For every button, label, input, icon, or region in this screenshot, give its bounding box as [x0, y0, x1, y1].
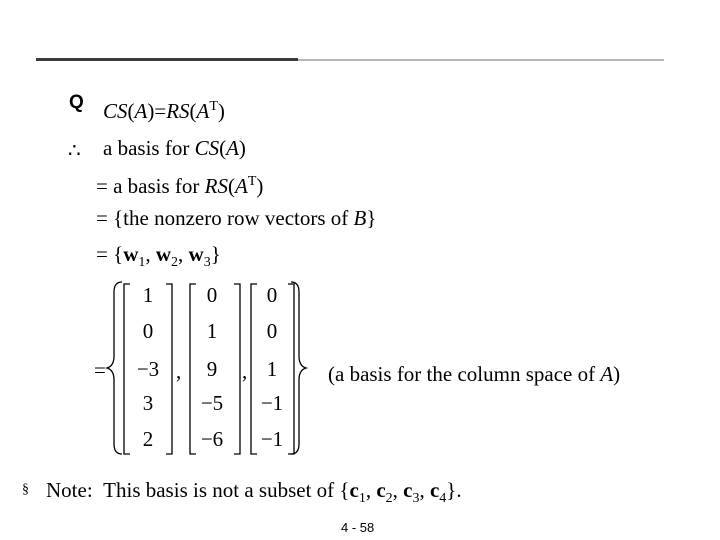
bullet-icon: § [22, 482, 29, 497]
note-line: Note: This basis is not a subset of {$c_1$, $c_2$, $c_3$, $c_4$}. [46, 478, 462, 507]
matrix-cell: −5 [200, 391, 224, 415]
line-nonzero-rows: = {the nonzero row vectors of B} [96, 206, 377, 230]
line-basis-cs: a basis for CS(A) [103, 136, 246, 160]
matrix-equals: = [94, 358, 106, 382]
comma-1: , [176, 359, 182, 383]
comma-2: , [242, 359, 248, 383]
outer-right-brace [291, 282, 306, 454]
matrix-cell: 0 [142, 319, 154, 343]
vector3-left-bracket [251, 284, 257, 454]
matrix-cell: 2 [142, 427, 154, 451]
matrix-cell: 1 [206, 319, 218, 343]
column-space-caption: (a basis for the column space of A) [328, 362, 621, 386]
page-number: 4 - 58 [341, 520, 375, 535]
matrix-cell: 9 [206, 357, 218, 381]
vector2-right-bracket [234, 284, 240, 454]
matrix-cell: 1 [266, 357, 278, 381]
line-w-vectors: = {$w_1$, $w_2$, $w_3$} [96, 242, 221, 271]
vector3-right-bracket [288, 284, 294, 454]
vector1-right-bracket [166, 284, 172, 454]
matrix-cell: 0 [206, 283, 218, 307]
question-icon: Q [69, 92, 84, 113]
matrix-cell: −3 [136, 357, 160, 381]
matrix-cell: 1 [142, 283, 154, 307]
note-label: Note: [46, 478, 93, 502]
matrix-cell: −6 [200, 427, 224, 451]
matrix-cell: 0 [266, 319, 278, 343]
outer-left-brace [107, 282, 122, 454]
vector1-left-bracket [124, 284, 130, 454]
therefore-icon: ∴ [68, 140, 81, 162]
matrix-cell: −1 [260, 391, 284, 415]
vector2-left-bracket [190, 284, 196, 454]
matrix-cell: −1 [260, 427, 284, 451]
matrix-cell: 0 [266, 283, 278, 307]
line-basis-rs: = a basis for $RS(A^T)$ [96, 174, 264, 198]
matrix-cell: 3 [142, 391, 154, 415]
line-cs-equals-rs: $CS(A)=RS(A^T)$ [103, 99, 225, 123]
